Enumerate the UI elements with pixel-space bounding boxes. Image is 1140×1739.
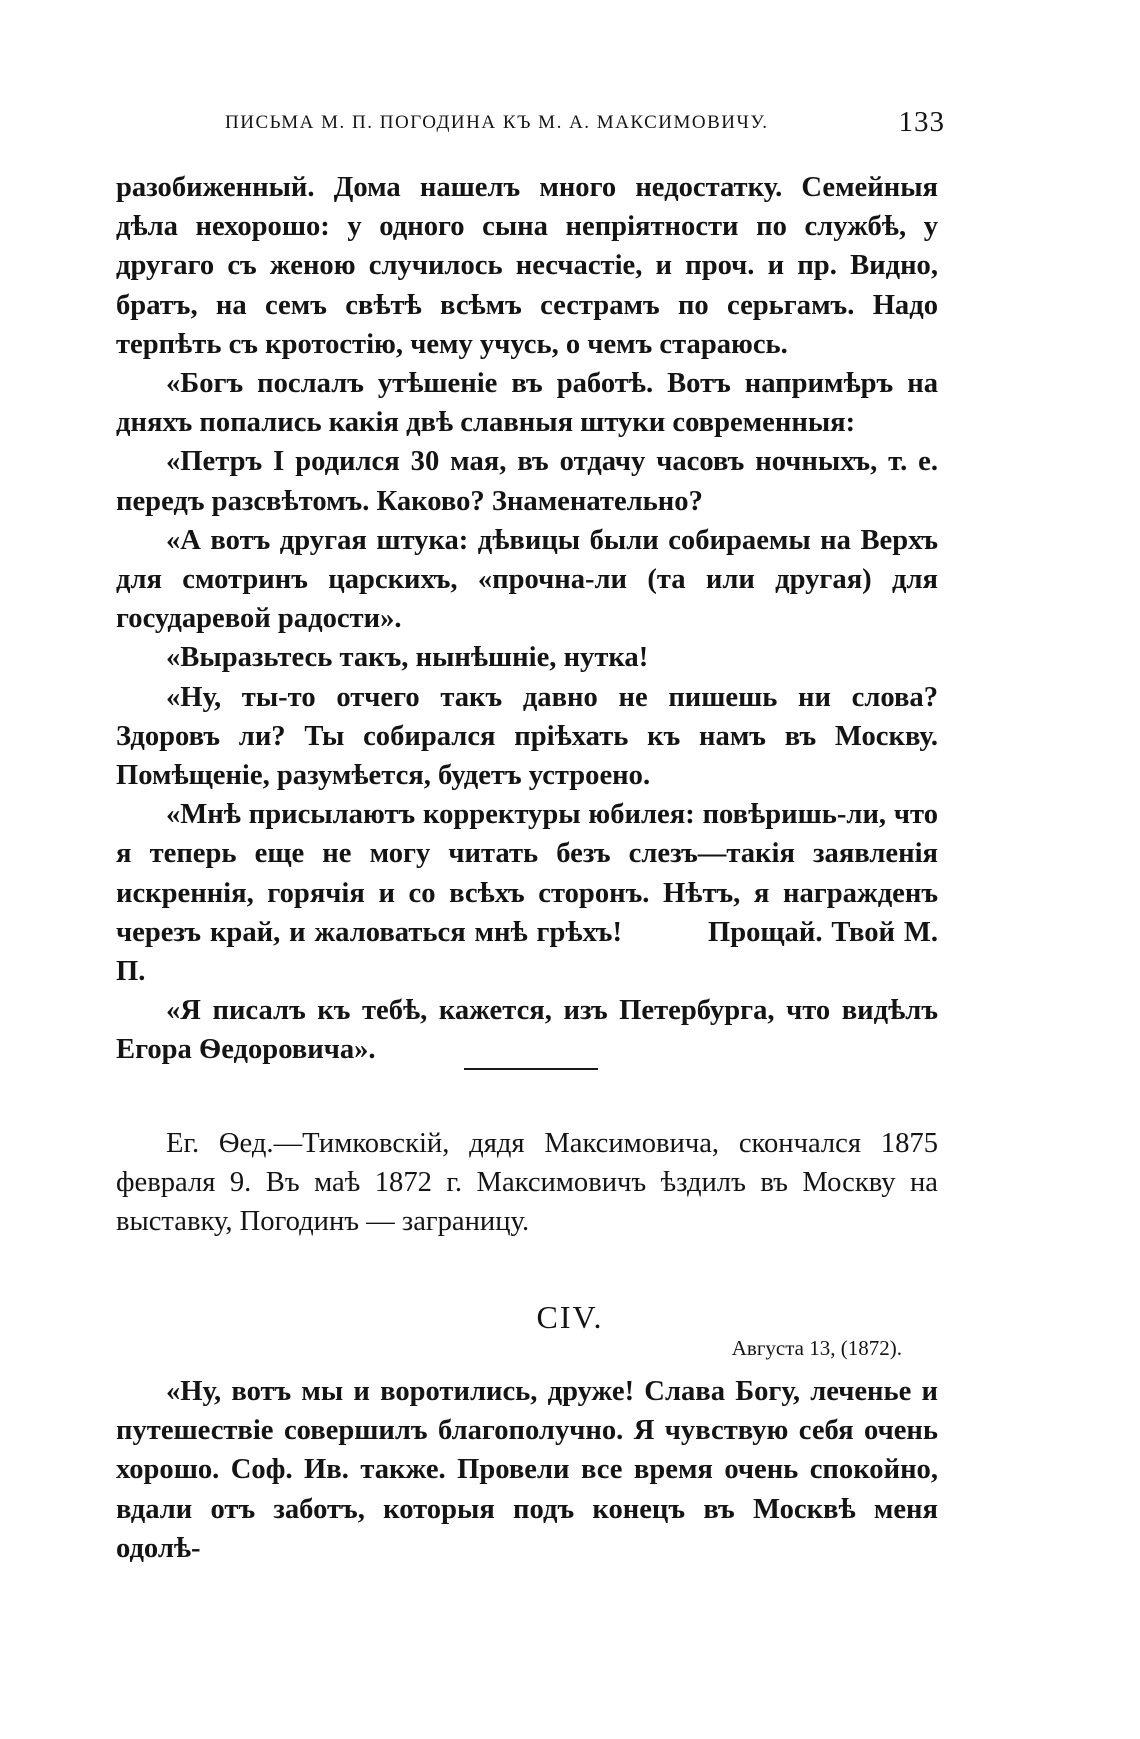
running-title: ПИСЬМА М. П. ПОГОДИНА КЪ М. А. МАКСИМОВИЧУ. [225,112,769,133]
paragraph-text: «Мнѣ присылаютъ корректуры юбилея: повѣришь-ли, что я теперь еще не могу читать безъ слезъ—такія заявленія искреннія, горячія и со всѣхъ сторонъ. Нѣтъ, я награжденъ черезъ край, и жаловаться мнѣ грѣхъ! [116,799,938,948]
paragraph: «Я писалъ къ тебѣ, кажется, изъ Петербурга, что видѣлъ Егора Ѳедоровича». [116,995,938,1066]
paragraph: «Петръ I родился 30 мая, въ отдачу часовъ ночныхъ, т. е. передъ разсвѣтомъ. Каково? Знаменательно? [116,446,938,517]
paragraph: «Выразьтесь такъ, нынѣшніе, нутка! [166,642,649,674]
letter-new [116,1372,938,1568]
paragraph: «Богъ послалъ утѣшеніе въ работѣ. Вотъ напримѣръ на дняхъ попались какія двѣ славныя штуки современныя: [116,368,938,439]
dateline: Августа 13, (1872). [731,1336,902,1360]
letter-continued [116,168,938,1070]
editorial-note [116,1124,938,1242]
paragraph-with-signature [116,795,938,991]
paragraph: «А вотъ другая штука: дѣвицы были собираемы на Верхъ для смотринъ царскихъ, «прочна-ли (та или другая) для государевой радости». [116,524,938,635]
section-divider [464,1068,598,1070]
paragraph: «Ну, вотъ мы и воротились, друже! Слава Богу, леченье и путешествіе совершилъ благополучно. Я чувствую себя очень хорошо. Соф. Ив. также. Провели все время очень спокойно, вдали отъ заботъ, которыя подъ конецъ въ Москвѣ меня одолѣ- [116,1376,938,1564]
page-number: 133 [898,106,945,138]
letter-number: CIV. [536,1299,604,1335]
paragraph: «Ну, ты-то отчего такъ давно не пишешь ни слова? Здоровъ ли? Ты собирался пріѣхать къ намъ въ Москву. Помѣщеніе, разумѣется, будетъ устроено. [116,681,938,792]
running-head [225,106,945,146]
signature: Прощай. Твой М. П. [116,916,938,988]
note-text: Ег. Ѳед.—Тимковскій, дядя Максимовича, скончался 1875 февраля 9. Въ маѣ 1872 г. Максимовичъ ѣздилъ въ Москву на выставку, Погодинъ — заграницу. [116,1128,938,1238]
paragraph: разобиженный. Дома нашелъ много недостатку. Семейныя дѣла нехорошо: у одного сына непріятности по службѣ, у другаго съ женою случилось несчастіе, и проч. и пр. Видно, братъ, на семъ свѣтѣ всѣмъ сестрамъ по серьгамъ. Надо терпѣть съ кротостію, чему учусь, о чемъ стараюсь. [116,172,938,360]
